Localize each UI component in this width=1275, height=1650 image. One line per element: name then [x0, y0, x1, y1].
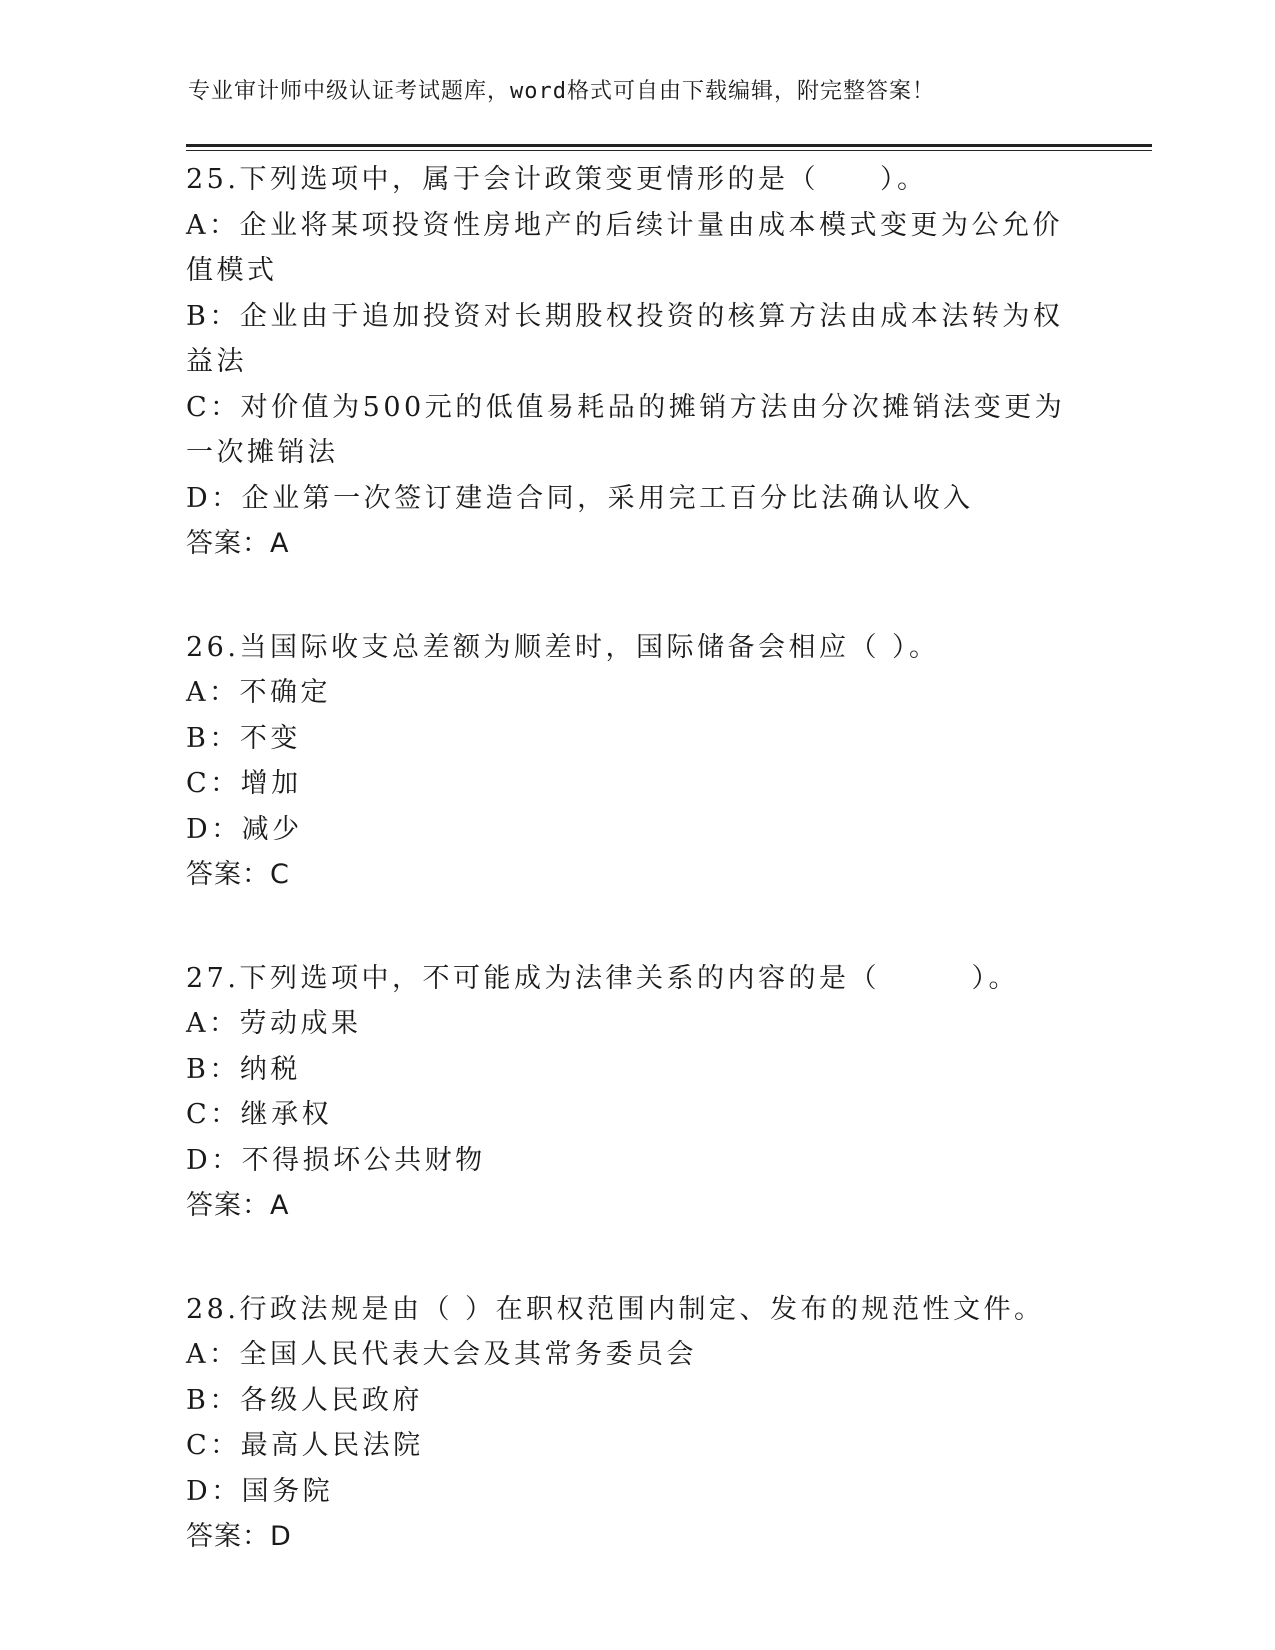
option-b: B：企业由于追加投资对长期股权投资的核算方法由成本法转为权益法 — [186, 300, 1064, 377]
option-a: A：企业将某项投资性房地产的后续计量由成本模式变更为公允价值模式 — [186, 209, 1063, 286]
option-d: D：不得损坏公共财物 — [186, 1144, 486, 1176]
option-c: C：继承权 — [186, 1099, 333, 1130]
answer: 答案：C — [186, 859, 290, 890]
option-a: A：全国人民代表大会及其常务委员会 — [186, 1339, 697, 1370]
option-b: B：纳税 — [186, 1053, 301, 1085]
option-d: D：企业第一次签订建造合同，采用完工百分比法确认收入 — [186, 482, 974, 514]
question-stem: 28.行政法规是由（ ）在职权范围内制定、发布的规范性文件。 — [186, 1293, 1045, 1325]
option-d: D：国务院 — [186, 1475, 334, 1507]
option-c: C：对价值为500元的低值易耗品的摊销方法由分次摊销法变更为一次摊销法 — [186, 391, 1066, 468]
option-a: A：不确定 — [186, 677, 331, 708]
question-stem: 27.下列选项中，不可能成为法律关系的内容的是（ ）。 — [186, 962, 1019, 994]
question-stem: 26.当国际收支总差额为顺差时，国际储备会相应（ ）。 — [186, 631, 940, 663]
header-rule-thin — [186, 150, 1152, 151]
option-a: A：劳动成果 — [186, 1008, 362, 1039]
option-b: B：不变 — [186, 722, 301, 754]
question-list — [186, 157, 1076, 1618]
option-b: B：各级人民政府 — [186, 1384, 423, 1416]
answer: 答案：D — [186, 1521, 292, 1552]
question-28 — [186, 1287, 1076, 1560]
header-rule-thick — [186, 144, 1152, 147]
option-c: C：增加 — [186, 768, 302, 799]
page-header: 专业审计师中级认证考试题库，word格式可自由下载编辑，附完整答案！ — [188, 79, 935, 104]
question-26 — [186, 625, 1076, 898]
option-c: C：最高人民法院 — [186, 1430, 424, 1461]
question-stem: 25.下列选项中，属于会计政策变更情形的是（ ）。 — [186, 164, 928, 195]
answer: 答案：A — [186, 1190, 290, 1221]
question-27 — [186, 956, 1076, 1229]
question-25 — [186, 157, 1076, 567]
answer: 答案：A — [186, 528, 290, 559]
option-d: D：减少 — [186, 813, 303, 845]
